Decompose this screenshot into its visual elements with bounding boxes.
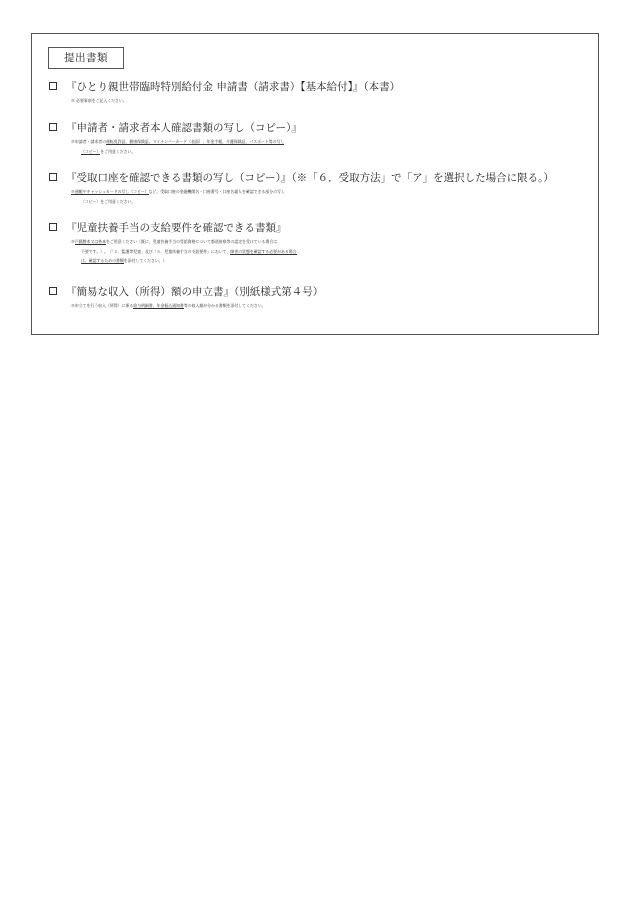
note-line: ※ 必要事項をご記入ください。 <box>71 98 127 103</box>
section-title: 提出書類 <box>48 47 124 69</box>
document-title: 『ひとり親世帯臨時特別給付金 申請書（請求書）【基本給付】』（本書） <box>66 81 401 93</box>
note-line: ※戸籍謄本又は抄本をご用意ください（既に、児童扶養手当の受給資格について都道府県等の認定を受けている場合は <box>71 239 278 244</box>
checkbox[interactable] <box>49 123 57 131</box>
checkbox[interactable] <box>49 287 57 295</box>
document-item <box>49 170 594 206</box>
document-item <box>49 120 594 156</box>
note-line: ※申請者・請求者の運転免許証、健康保険証、マイナンバーカード（表面）、年金手帳、介護保険証、パスポート等の写し <box>71 139 285 144</box>
note-line: ※申立てを行う収入（所得）に係る給与明細書、年金振込通知書等の収入額が分かる書類を添付してください。 <box>71 303 266 308</box>
checkbox[interactable] <box>49 173 57 181</box>
document-note <box>71 137 594 156</box>
document-note <box>71 237 594 266</box>
document-item <box>49 79 594 106</box>
note-line: は、確認するための書類を添付してください。） <box>81 258 167 263</box>
document-title: 『簡易な収入（所得）額の申立書』（別紙様式第４号） <box>66 286 324 298</box>
document-note <box>71 187 594 206</box>
note-line: （コピー）をご用意ください。 <box>81 148 136 154</box>
document-note <box>71 301 594 311</box>
checkbox[interactable] <box>49 223 57 231</box>
note-line: （コピー）をご用意ください。 <box>81 198 136 204</box>
document-title: 『児童扶養手当の支給要件を確認できる書類』 <box>66 222 287 234</box>
note-line: ※通帳やキャッシュカードの写し（コピー）など、受取口座の金融機関名・口座番号・口座名義人を確認できる部分の写し <box>71 189 285 194</box>
document-title: 『受取口座を確認できる書類の写し（コピー）』（※「６．受取方法」で「ア」を選択した場合に限る。） <box>66 172 554 184</box>
document-note <box>71 96 594 106</box>
document-title: 『申請者・請求者本人確認書類の写し（コピー）』 <box>66 122 302 134</box>
document-item <box>49 220 594 266</box>
checkbox[interactable] <box>49 82 57 90</box>
required-documents-box <box>31 33 599 335</box>
document-item <box>49 284 594 311</box>
note-line: 不要です。）。（「２．監護等児童」及び「５．児童扶養手当の支給要件」において、障害の状態を確認する必要がある場合 <box>81 248 297 254</box>
